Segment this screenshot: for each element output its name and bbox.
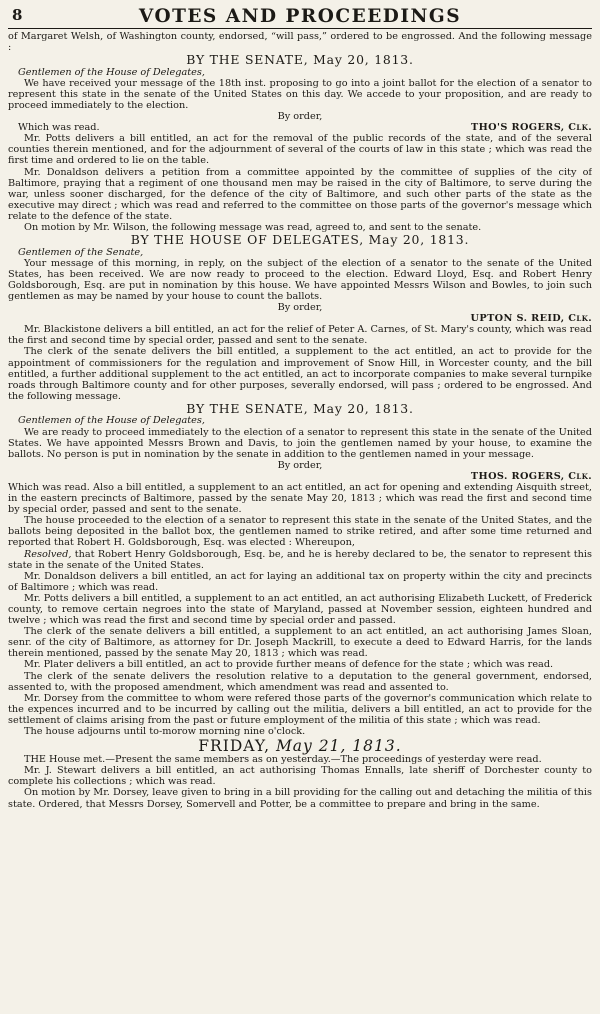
signer-name: THOS. ROGERS, Clk. xyxy=(470,470,592,482)
resolution-text: that Robert Henry Goldsborough, Esq. be, and he is hereby declared to be, the senator to represent this state in the senate of the United States. xyxy=(8,548,592,571)
day-heading-date: May 21, 1813. xyxy=(275,737,402,756)
signer-name: UPTON S. REID, Clk. xyxy=(470,313,592,325)
resolution-paragraph xyxy=(8,549,592,571)
by-order: By order, xyxy=(277,302,323,314)
paragraph: The clerk of the senate delivers the resolution relative to a deputation to the general government, endorsed, assented to, with the proposed amendment, which amendment was read and assented to. xyxy=(8,670,592,693)
paragraph: of Margaret Welsh, of Washington county, endorsed, “will pass,” ordered to be engrossed. And the following message : xyxy=(8,31,592,54)
resolved-word: Resolved, xyxy=(24,548,72,560)
message-address: Gentlemen of the Senate, xyxy=(18,246,144,258)
senate-message-heading: BY THE SENATE, May 20, 1813. xyxy=(186,52,414,68)
paragraph: Mr. Donaldson delivers a petition from a committee appointed by the committee of supplies of the city of Baltimore, praying that a regiment of one thousand men may be raised in the city of Baltimore, to serve during the war, unless sooner discharged, for the defence of the city of Baltimore, and such other parts of the state as the executive may direct ; which was read and referred to the committee on those parts of the governor's message which relate to the defence of the state. xyxy=(8,166,592,222)
by-order: By order, xyxy=(277,111,323,123)
paragraph: On motion by Mr. Wilson, the following message was read, agreed to, and sent to the senate. xyxy=(24,222,482,233)
page-header xyxy=(8,6,592,26)
paragraph: The clerk of the senate delivers the bill entitled, a supplement to the act entitled, an act to provide for the appointment of commissioners for the regulation and improvement of Snow Hill, in Worcester county, and the bill entitled, a further additional supplement to the act entitled, an act to incorporate companies to make several turnpike roads through Baltimore county and for other purposes, severally endorsed, will pass ; ordered to be engrossed. And the following message. xyxy=(8,346,592,402)
message-address: Gentlemen of the House of Delegates, xyxy=(18,66,205,78)
paragraph: Mr. J. Stewart delivers a bill entitled, an act authorising Thomas Ennalls, late sheriff of Dorchester county to complete his collections ; which was read. xyxy=(8,765,592,788)
paragraph: THE House met.—Present the same members as on yesterday.—The proceedings of yesterday were read. xyxy=(24,754,542,766)
senate-message-heading: BY THE SENATE, May 20, 1813. xyxy=(186,400,414,416)
running-head: VOTES AND PROCEEDINGS xyxy=(138,6,462,27)
day-heading xyxy=(8,738,592,754)
day-heading-prefix: FRIDAY, xyxy=(198,737,270,756)
paragraph: Mr. Potts delivers a bill entitled, a supplement to an act entitled, an act authorising Elizabeth Luckett, of Frederick county, to remove certain negroes into the state of Maryland, passed at November session, eighteen hundred and twelve ; which was read the first and second time by special order and passed. xyxy=(8,592,592,627)
which-was-read: Which was read. xyxy=(18,122,100,134)
document-page xyxy=(8,6,592,1002)
paragraph: Which was read. Also a bill entitled, a supplement to an act entitled, an act for opening and extending Aisquith street, in the eastern precincts of Baltimore, passed by the senate May 20, 1813 ; which was read the first and second time by special order, passed and sent to the senate. xyxy=(8,481,592,516)
signature-line xyxy=(8,313,592,324)
signer-name: THO'S ROGERS, Clk. xyxy=(470,122,592,134)
paragraph: On motion by Mr. Dorsey, leave given to bring in a bill providing for the calling out and detaching the militia of this state. Ordered, that Messrs Dorsey, Somervell and Potter, be a committee to prepare and bring in the same. xyxy=(8,787,592,810)
page-number: 8 xyxy=(12,6,23,24)
message-address: Gentlemen of the House of Delegates, xyxy=(18,415,205,427)
header-rule xyxy=(8,28,592,29)
paragraph: The clerk of the senate delivers a bill entitled, a supplement to an act entitled, an act authorising James Sloan, senr. of the city of Baltimore, as attorney for Dr. Joseph Mackrill, to execute a deed to Edward Harris, for the lands therein mentioned, passed by the senate May 20, 1813 ; which was read. xyxy=(8,626,592,660)
paragraph: The house adjourns until to-morow morning nine o'clock. xyxy=(24,726,306,738)
house-message-heading: BY THE HOUSE OF DELEGATES, May 20, 1813. xyxy=(130,232,470,248)
paragraph: Mr. Dorsey from the committee to whom were refered those parts of the governor's communication which relate to the expences incurred and to be incurred by calling out the militia, delivers a bill entitled, an act to provide for the settlement of claims arising from the past or future employment of the militia of this state ; which was read. xyxy=(8,692,592,726)
paragraph: The house proceeded to the election of a senator to represent this state in the senate of the United States, and the ballots being deposited in the ballot box, the gentlemen named to strike retired, and after some time returned and reported that Robert H. Goldsborough, Esq. was elected : Whereupon, xyxy=(8,515,592,549)
paragraph: Mr. Plater delivers a bill entitled, an act to provide further means of defence for the state ; which was read. xyxy=(24,659,554,671)
paragraph: Mr. Potts delivers a bill entitled, an act for the removal of the public records of the state, and of the several counties therein mentioned, and for the adjournment of several of the courts of law in this state ; which was read the first time and ordered to lie on the table. xyxy=(8,133,592,167)
signature-line xyxy=(8,471,592,482)
paragraph: Your message of this morning, in reply, on the subject of the election of a senator to the senate of the United States, has been received. We are now ready to proceed to the election. Edward Lloyd, Esq. and Robert Henry Goldsborough, Esq. are put in nomination by this house. We have appointed Messrs Wilson and Bowles, to join such gentlemen as may be named by your house to count the ballots. xyxy=(8,257,592,302)
signature-line xyxy=(8,122,592,133)
paragraph: We have received your message of the 18th inst. proposing to go into a joint ballot for the election of a senator to represent this state in the senate of the United States on this day. We accede to your proposition, and are ready to proceed immediately to the election. xyxy=(8,77,592,111)
paragraph: Mr. Blackistone delivers a bill entitled, an act for the relief of Peter A. Carnes, of St. Mary's county, which was read the first and second time by special order, passed and sent to the senate. xyxy=(8,324,592,347)
by-order: By order, xyxy=(277,459,323,471)
paragraph: Mr. Donaldson delivers a bill entitled, an act for laying an additional tax on property within the city and precincts of Baltimore ; which was read. xyxy=(8,570,592,593)
paragraph: We are ready to proceed immediately to the election of a senator to represent this state in the senate of the United States. We have appointed Messrs Brown and Davis, to join the gentlemen named by your house, to examine the ballots. No person is put in nomination by the senate in addition to the gentlemen named in your message. xyxy=(8,426,592,460)
